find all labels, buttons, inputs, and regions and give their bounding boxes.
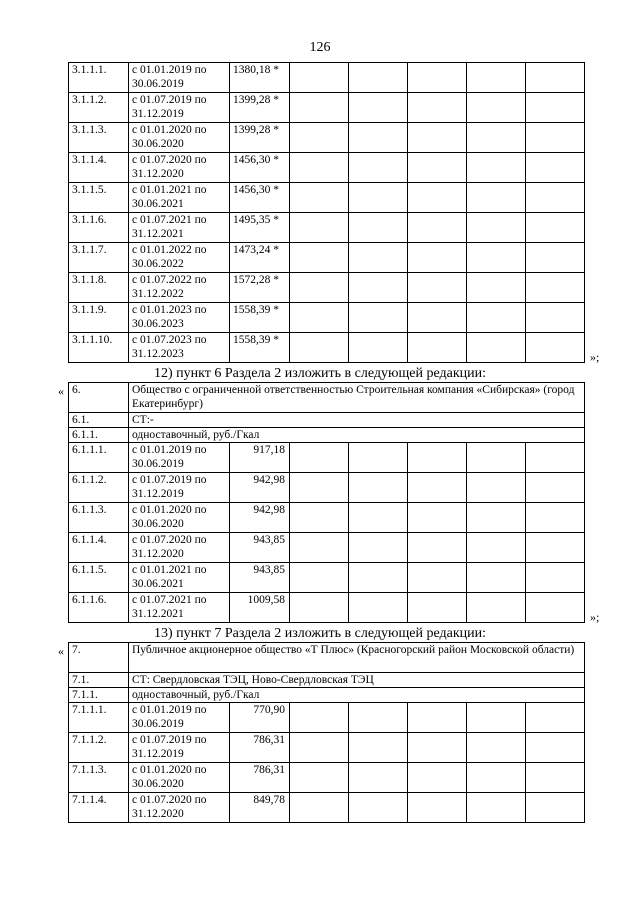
empty-cell xyxy=(290,303,349,333)
empty-cell xyxy=(290,183,349,213)
org-row xyxy=(69,383,585,413)
row-value: 1495,35 * xyxy=(230,213,290,243)
empty-cell xyxy=(467,153,526,183)
row-code: 3.1.1.6. xyxy=(69,213,129,243)
sub-row xyxy=(69,413,585,428)
empty-cell xyxy=(408,733,467,763)
row-period: с 01.07.2019 по 31.12.2019 xyxy=(129,93,230,123)
row-period: с 01.07.2021 по 31.12.2021 xyxy=(129,213,230,243)
empty-cell xyxy=(408,183,467,213)
row-value: 1456,30 * xyxy=(230,183,290,213)
empty-cell xyxy=(526,443,585,473)
empty-cell xyxy=(349,303,408,333)
empty-cell xyxy=(467,763,526,793)
row-period: с 01.01.2020 по 30.06.2020 xyxy=(129,123,230,153)
empty-cell xyxy=(526,593,585,623)
row-code: 3.1.1.7. xyxy=(69,243,129,273)
empty-cell xyxy=(408,563,467,593)
row-period: с 01.07.2021 по 31.12.2021 xyxy=(129,593,230,623)
empty-cell xyxy=(408,473,467,503)
empty-cell xyxy=(349,333,408,363)
row-period: с 01.01.2019 по 30.06.2019 xyxy=(129,703,230,733)
empty-cell xyxy=(408,333,467,363)
empty-cell xyxy=(467,123,526,153)
opening-quote-3: « xyxy=(58,644,64,658)
table-row xyxy=(69,93,585,123)
empty-cell xyxy=(408,703,467,733)
empty-cell xyxy=(349,473,408,503)
empty-cell xyxy=(349,733,408,763)
empty-cell xyxy=(526,243,585,273)
empty-cell xyxy=(290,503,349,533)
table-row xyxy=(69,213,585,243)
empty-cell xyxy=(349,243,408,273)
sub-row xyxy=(69,673,585,688)
row-period: с 01.01.2019 по 30.06.2019 xyxy=(129,443,230,473)
empty-cell xyxy=(290,153,349,183)
empty-cell xyxy=(526,213,585,243)
section-heading-13: 13) пункт 7 Раздела 2 изложить в следующей редакции: xyxy=(154,626,486,641)
row-period: с 01.01.2021 по 30.06.2021 xyxy=(129,183,230,213)
row-code: 6.1.1.6. xyxy=(69,593,129,623)
empty-cell xyxy=(526,63,585,93)
org-name: Публичное акционерное общество «Т Плюс» (Красногорский район Московской области) xyxy=(129,643,585,673)
empty-cell xyxy=(526,763,585,793)
empty-cell xyxy=(526,563,585,593)
tariff-table-6 xyxy=(68,382,585,623)
empty-cell xyxy=(526,303,585,333)
empty-cell xyxy=(526,183,585,213)
empty-cell xyxy=(290,243,349,273)
row-code: 3.1.1.5. xyxy=(69,183,129,213)
empty-cell xyxy=(408,793,467,823)
empty-cell xyxy=(408,533,467,563)
empty-cell xyxy=(290,593,349,623)
empty-cell xyxy=(526,93,585,123)
type-code: 7.1.1. xyxy=(69,688,129,703)
type-row xyxy=(69,688,585,703)
empty-cell xyxy=(290,703,349,733)
empty-cell xyxy=(290,93,349,123)
empty-cell xyxy=(349,763,408,793)
empty-cell xyxy=(290,333,349,363)
row-code: 7.1.1.4. xyxy=(69,793,129,823)
empty-cell xyxy=(408,443,467,473)
empty-cell xyxy=(349,153,408,183)
type-row xyxy=(69,428,585,443)
row-period: с 01.07.2023 по 31.12.2023 xyxy=(129,333,230,363)
table-row xyxy=(69,593,585,623)
empty-cell xyxy=(467,63,526,93)
row-value: 1009,58 xyxy=(230,593,290,623)
row-value: 1572,28 * xyxy=(230,273,290,303)
empty-cell xyxy=(467,93,526,123)
row-code: 3.1.1.3. xyxy=(69,123,129,153)
empty-cell xyxy=(290,63,349,93)
sub-label: СТ:- xyxy=(129,413,585,428)
row-value: 1558,39 * xyxy=(230,333,290,363)
empty-cell xyxy=(349,273,408,303)
table-row xyxy=(69,703,585,733)
empty-cell xyxy=(408,63,467,93)
table-row xyxy=(69,333,585,363)
row-value: 1399,28 * xyxy=(230,123,290,153)
empty-cell xyxy=(349,703,408,733)
empty-cell xyxy=(290,473,349,503)
opening-quote-2: « xyxy=(58,384,64,398)
org-name: Общество с ограниченной ответственностью Строительная компания «Сибирская» (город Екатеринбург) xyxy=(129,383,585,413)
tariff-table-3 xyxy=(68,62,585,363)
table-row xyxy=(69,533,585,563)
table-row xyxy=(69,243,585,273)
type-label: одноставочный, руб./Гкал xyxy=(129,428,585,443)
empty-cell xyxy=(349,63,408,93)
empty-cell xyxy=(467,793,526,823)
row-value: 942,98 xyxy=(230,503,290,533)
empty-cell xyxy=(526,333,585,363)
empty-cell xyxy=(526,153,585,183)
row-value: 849,78 xyxy=(230,793,290,823)
empty-cell xyxy=(408,213,467,243)
org-row xyxy=(69,643,585,673)
row-code: 6.1.1.2. xyxy=(69,473,129,503)
empty-cell xyxy=(349,213,408,243)
empty-cell xyxy=(467,703,526,733)
empty-cell xyxy=(467,273,526,303)
table-row xyxy=(69,733,585,763)
row-value: 1399,28 * xyxy=(230,93,290,123)
row-code: 6.1.1.4. xyxy=(69,533,129,563)
empty-cell xyxy=(467,733,526,763)
empty-cell xyxy=(467,473,526,503)
row-period: с 01.07.2020 по 31.12.2020 xyxy=(129,153,230,183)
table-row xyxy=(69,503,585,533)
empty-cell xyxy=(526,703,585,733)
row-period: с 01.01.2022 по 30.06.2022 xyxy=(129,243,230,273)
row-code: 6.1.1.3. xyxy=(69,503,129,533)
empty-cell xyxy=(349,593,408,623)
table-row xyxy=(69,763,585,793)
row-period: с 01.07.2019 по 31.12.2019 xyxy=(129,473,230,503)
empty-cell xyxy=(290,793,349,823)
empty-cell xyxy=(290,763,349,793)
table-row xyxy=(69,443,585,473)
row-code: 6.1.1.5. xyxy=(69,563,129,593)
empty-cell xyxy=(408,273,467,303)
empty-cell xyxy=(467,563,526,593)
empty-cell xyxy=(349,793,408,823)
closing-quote-1: »; xyxy=(590,350,600,364)
empty-cell xyxy=(349,503,408,533)
empty-cell xyxy=(467,443,526,473)
empty-cell xyxy=(526,503,585,533)
empty-cell xyxy=(349,93,408,123)
empty-cell xyxy=(526,793,585,823)
row-code: 3.1.1.2. xyxy=(69,93,129,123)
row-period: с 01.01.2020 по 30.06.2020 xyxy=(129,503,230,533)
empty-cell xyxy=(408,303,467,333)
row-value: 1380,18 * xyxy=(230,63,290,93)
section-heading-12: 12) пункт 6 Раздела 2 изложить в следующей редакции: xyxy=(154,366,486,381)
row-code: 3.1.1.8. xyxy=(69,273,129,303)
empty-cell xyxy=(408,123,467,153)
sub-label: СТ: Свердловская ТЭЦ, Ново-Свердловская ТЭЦ xyxy=(129,673,585,688)
empty-cell xyxy=(290,733,349,763)
empty-cell xyxy=(526,473,585,503)
page-number: 126 xyxy=(309,40,331,55)
row-value: 943,85 xyxy=(230,563,290,593)
empty-cell xyxy=(290,563,349,593)
empty-cell xyxy=(467,593,526,623)
empty-cell xyxy=(290,273,349,303)
org-code: 6. xyxy=(69,383,129,413)
row-value: 917,18 xyxy=(230,443,290,473)
table-row xyxy=(69,123,585,153)
empty-cell xyxy=(408,763,467,793)
row-period: с 01.01.2020 по 30.06.2020 xyxy=(129,763,230,793)
table-row xyxy=(69,183,585,213)
tariff-table-7 xyxy=(68,642,585,823)
empty-cell xyxy=(526,273,585,303)
empty-cell xyxy=(290,213,349,243)
empty-cell xyxy=(467,213,526,243)
empty-cell xyxy=(467,183,526,213)
row-value: 943,85 xyxy=(230,533,290,563)
empty-cell xyxy=(526,123,585,153)
table-row xyxy=(69,63,585,93)
row-code: 6.1.1.1. xyxy=(69,443,129,473)
row-value: 942,98 xyxy=(230,473,290,503)
row-period: с 01.07.2020 по 31.12.2020 xyxy=(129,533,230,563)
org-code: 7. xyxy=(69,643,129,673)
empty-cell xyxy=(349,563,408,593)
empty-cell xyxy=(467,533,526,563)
empty-cell xyxy=(467,303,526,333)
row-value: 770,90 xyxy=(230,703,290,733)
empty-cell xyxy=(526,733,585,763)
empty-cell xyxy=(467,503,526,533)
row-value: 786,31 xyxy=(230,733,290,763)
table-row xyxy=(69,303,585,333)
type-label: одноставочный, руб./Гкал xyxy=(129,688,585,703)
empty-cell xyxy=(349,183,408,213)
row-code: 3.1.1.10. xyxy=(69,333,129,363)
table-row xyxy=(69,273,585,303)
empty-cell xyxy=(408,243,467,273)
empty-cell xyxy=(467,333,526,363)
sub-code: 6.1. xyxy=(69,413,129,428)
empty-cell xyxy=(467,243,526,273)
table-row xyxy=(69,153,585,183)
row-code: 3.1.1.1. xyxy=(69,63,129,93)
row-value: 1558,39 * xyxy=(230,303,290,333)
row-value: 1456,30 * xyxy=(230,153,290,183)
row-code: 7.1.1.2. xyxy=(69,733,129,763)
type-code: 6.1.1. xyxy=(69,428,129,443)
empty-cell xyxy=(408,503,467,533)
table-row xyxy=(69,563,585,593)
empty-cell xyxy=(290,443,349,473)
row-period: с 01.01.2023 по 30.06.2023 xyxy=(129,303,230,333)
row-period: с 01.07.2022 по 31.12.2022 xyxy=(129,273,230,303)
row-value: 1473,24 * xyxy=(230,243,290,273)
empty-cell xyxy=(349,533,408,563)
table-row xyxy=(69,473,585,503)
table-row xyxy=(69,793,585,823)
row-code: 3.1.1.9. xyxy=(69,303,129,333)
empty-cell xyxy=(290,123,349,153)
empty-cell xyxy=(408,153,467,183)
row-value: 786,31 xyxy=(230,763,290,793)
closing-quote-2: »; xyxy=(590,610,600,624)
row-period: с 01.07.2020 по 31.12.2020 xyxy=(129,793,230,823)
row-code: 3.1.1.4. xyxy=(69,153,129,183)
empty-cell xyxy=(290,533,349,563)
row-period: с 01.07.2019 по 31.12.2019 xyxy=(129,733,230,763)
empty-cell xyxy=(349,123,408,153)
empty-cell xyxy=(408,593,467,623)
empty-cell xyxy=(349,443,408,473)
empty-cell xyxy=(526,533,585,563)
row-code: 7.1.1.1. xyxy=(69,703,129,733)
row-period: с 01.01.2021 по 30.06.2021 xyxy=(129,563,230,593)
empty-cell xyxy=(408,93,467,123)
sub-code: 7.1. xyxy=(69,673,129,688)
row-period: с 01.01.2019 по 30.06.2019 xyxy=(129,63,230,93)
row-code: 7.1.1.3. xyxy=(69,763,129,793)
